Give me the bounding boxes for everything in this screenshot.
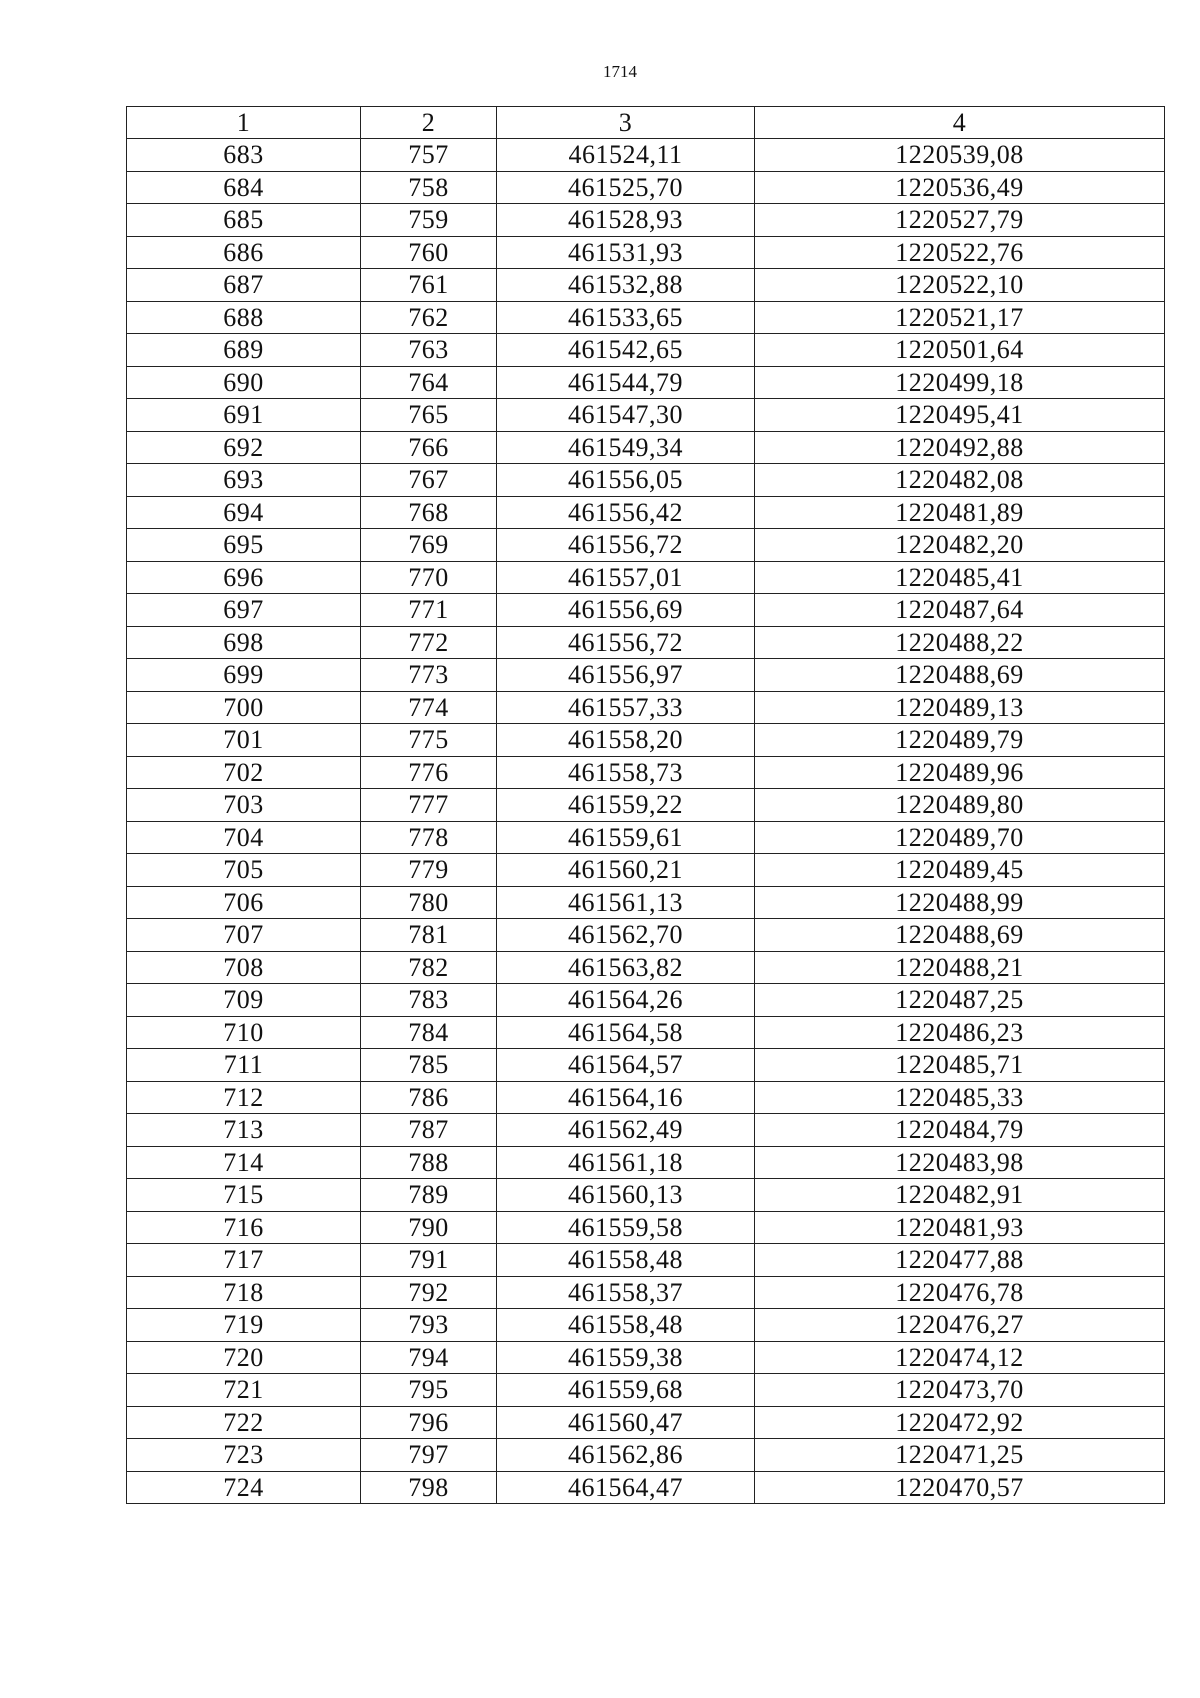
table-cell-col-1: 710 — [127, 1016, 361, 1049]
table-row — [127, 1146, 1165, 1179]
table-cell-col-1: 688 — [127, 301, 361, 334]
table-cell-col-1: 714 — [127, 1146, 361, 1179]
table-cell-col-1: 711 — [127, 1049, 361, 1082]
column-header-4: 4 — [755, 107, 1165, 139]
table-cell-col-1: 724 — [127, 1471, 361, 1504]
table-cell-col-2: 773 — [361, 659, 497, 692]
table-cell-col-2: 797 — [361, 1439, 497, 1472]
table-cell-col-1: 717 — [127, 1244, 361, 1277]
table-cell-col-3: 461528,93 — [497, 204, 755, 237]
table-row — [127, 431, 1165, 464]
table-cell-col-1: 698 — [127, 626, 361, 659]
table-cell-col-4: 1220539,08 — [755, 139, 1165, 172]
table-row — [127, 919, 1165, 952]
table-row — [127, 496, 1165, 529]
table-cell-col-4: 1220495,41 — [755, 399, 1165, 432]
table-cell-col-2: 763 — [361, 334, 497, 367]
table-cell-col-1: 700 — [127, 691, 361, 724]
table-cell-col-1: 715 — [127, 1179, 361, 1212]
table-cell-col-1: 687 — [127, 269, 361, 302]
table-cell-col-3: 461556,42 — [497, 496, 755, 529]
table-cell-col-1: 704 — [127, 821, 361, 854]
table-cell-col-4: 1220476,27 — [755, 1309, 1165, 1342]
table-cell-col-4: 1220488,69 — [755, 919, 1165, 952]
table-cell-col-4: 1220485,41 — [755, 561, 1165, 594]
table-row — [127, 269, 1165, 302]
table-row — [127, 1211, 1165, 1244]
table-cell-col-3: 461556,97 — [497, 659, 755, 692]
table-cell-col-2: 780 — [361, 886, 497, 919]
table-cell-col-2: 793 — [361, 1309, 497, 1342]
table-cell-col-4: 1220489,79 — [755, 724, 1165, 757]
table-cell-col-3: 461557,01 — [497, 561, 755, 594]
table-cell-col-4: 1220488,99 — [755, 886, 1165, 919]
table-cell-col-4: 1220488,21 — [755, 951, 1165, 984]
table-cell-col-2: 765 — [361, 399, 497, 432]
table-cell-col-3: 461524,11 — [497, 139, 755, 172]
table-row — [127, 1244, 1165, 1277]
table-cell-col-2: 785 — [361, 1049, 497, 1082]
table-cell-col-1: 707 — [127, 919, 361, 952]
column-header-3: 3 — [497, 107, 755, 139]
table-cell-col-4: 1220488,22 — [755, 626, 1165, 659]
table-cell-col-1: 692 — [127, 431, 361, 464]
table-cell-col-3: 461525,70 — [497, 171, 755, 204]
table-cell-col-3: 461560,47 — [497, 1406, 755, 1439]
table-cell-col-1: 684 — [127, 171, 361, 204]
table-cell-col-2: 792 — [361, 1276, 497, 1309]
table-cell-col-2: 777 — [361, 789, 497, 822]
table-cell-col-3: 461564,47 — [497, 1471, 755, 1504]
table-cell-col-2: 775 — [361, 724, 497, 757]
table-cell-col-1: 719 — [127, 1309, 361, 1342]
table-cell-col-3: 461560,13 — [497, 1179, 755, 1212]
table-cell-col-2: 771 — [361, 594, 497, 627]
table-cell-col-2: 783 — [361, 984, 497, 1017]
table-row — [127, 886, 1165, 919]
table-row — [127, 334, 1165, 367]
table-cell-col-4: 1220521,17 — [755, 301, 1165, 334]
table-cell-col-1: 716 — [127, 1211, 361, 1244]
table-cell-col-4: 1220473,70 — [755, 1374, 1165, 1407]
table-cell-col-2: 769 — [361, 529, 497, 562]
table-cell-col-2: 774 — [361, 691, 497, 724]
table-row — [127, 1309, 1165, 1342]
table-cell-col-4: 1220536,49 — [755, 171, 1165, 204]
table-row — [127, 1471, 1165, 1504]
table-cell-col-1: 689 — [127, 334, 361, 367]
table-cell-col-2: 790 — [361, 1211, 497, 1244]
table-cell-col-3: 461558,37 — [497, 1276, 755, 1309]
table-cell-col-2: 795 — [361, 1374, 497, 1407]
table-cell-col-1: 720 — [127, 1341, 361, 1374]
table-cell-col-3: 461533,65 — [497, 301, 755, 334]
table-cell-col-4: 1220470,57 — [755, 1471, 1165, 1504]
table-row — [127, 594, 1165, 627]
table-cell-col-2: 764 — [361, 366, 497, 399]
table-cell-col-4: 1220485,33 — [755, 1081, 1165, 1114]
table-row — [127, 1276, 1165, 1309]
table-cell-col-2: 761 — [361, 269, 497, 302]
table-cell-col-2: 758 — [361, 171, 497, 204]
table-cell-col-3: 461531,93 — [497, 236, 755, 269]
table-cell-col-3: 461562,70 — [497, 919, 755, 952]
table-cell-col-1: 708 — [127, 951, 361, 984]
table-cell-col-4: 1220472,92 — [755, 1406, 1165, 1439]
table-cell-col-1: 686 — [127, 236, 361, 269]
table-row — [127, 236, 1165, 269]
table-cell-col-3: 461547,30 — [497, 399, 755, 432]
table-cell-col-2: 762 — [361, 301, 497, 334]
table-cell-col-2: 781 — [361, 919, 497, 952]
table-cell-col-3: 461564,16 — [497, 1081, 755, 1114]
table-cell-col-4: 1220477,88 — [755, 1244, 1165, 1277]
table-cell-col-2: 788 — [361, 1146, 497, 1179]
table-cell-col-3: 461564,26 — [497, 984, 755, 1017]
table-cell-col-4: 1220486,23 — [755, 1016, 1165, 1049]
table-cell-col-4: 1220476,78 — [755, 1276, 1165, 1309]
table-cell-col-4: 1220484,79 — [755, 1114, 1165, 1147]
table-cell-col-3: 461557,33 — [497, 691, 755, 724]
table-cell-col-3: 461556,72 — [497, 626, 755, 659]
table-row — [127, 984, 1165, 1017]
table-row — [127, 301, 1165, 334]
table-cell-col-1: 712 — [127, 1081, 361, 1114]
table-cell-col-2: 791 — [361, 1244, 497, 1277]
table-cell-col-1: 696 — [127, 561, 361, 594]
table-cell-col-1: 722 — [127, 1406, 361, 1439]
table-cell-col-2: 779 — [361, 854, 497, 887]
table-row — [127, 1016, 1165, 1049]
table-row — [127, 724, 1165, 757]
table-cell-col-2: 760 — [361, 236, 497, 269]
table-cell-col-3: 461560,21 — [497, 854, 755, 887]
table-cell-col-1: 703 — [127, 789, 361, 822]
table-cell-col-3: 461562,86 — [497, 1439, 755, 1472]
table-cell-col-4: 1220489,80 — [755, 789, 1165, 822]
table-cell-col-3: 461559,68 — [497, 1374, 755, 1407]
table-row — [127, 1406, 1165, 1439]
table-cell-col-4: 1220487,25 — [755, 984, 1165, 1017]
table-row — [127, 789, 1165, 822]
table-cell-col-3: 461558,48 — [497, 1244, 755, 1277]
table-row — [127, 659, 1165, 692]
table-row — [127, 854, 1165, 887]
table-cell-col-3: 461563,82 — [497, 951, 755, 984]
column-header-2: 2 — [361, 107, 497, 139]
table-header-row — [127, 107, 1165, 139]
table-cell-col-1: 699 — [127, 659, 361, 692]
table-cell-col-4: 1220482,08 — [755, 464, 1165, 497]
table-row — [127, 171, 1165, 204]
table-cell-col-4: 1220489,70 — [755, 821, 1165, 854]
table-cell-col-4: 1220489,45 — [755, 854, 1165, 887]
table-row — [127, 1114, 1165, 1147]
table-cell-col-1: 693 — [127, 464, 361, 497]
table-cell-col-2: 794 — [361, 1341, 497, 1374]
table-cell-col-4: 1220483,98 — [755, 1146, 1165, 1179]
table-cell-col-1: 690 — [127, 366, 361, 399]
table-cell-col-2: 772 — [361, 626, 497, 659]
table-cell-col-1: 709 — [127, 984, 361, 1017]
table-cell-col-3: 461556,69 — [497, 594, 755, 627]
table-cell-col-1: 723 — [127, 1439, 361, 1472]
table-cell-col-1: 697 — [127, 594, 361, 627]
table-cell-col-4: 1220487,64 — [755, 594, 1165, 627]
table-cell-col-4: 1220489,96 — [755, 756, 1165, 789]
table-row — [127, 626, 1165, 659]
table-row — [127, 1341, 1165, 1374]
table-row — [127, 1439, 1165, 1472]
table-row — [127, 1081, 1165, 1114]
table-cell-col-2: 784 — [361, 1016, 497, 1049]
table-cell-col-3: 461559,58 — [497, 1211, 755, 1244]
table-cell-col-4: 1220481,93 — [755, 1211, 1165, 1244]
table-cell-col-1: 685 — [127, 204, 361, 237]
table-row — [127, 1049, 1165, 1082]
coordinates-table — [126, 106, 1165, 1504]
table-cell-col-3: 461544,79 — [497, 366, 755, 399]
table-cell-col-3: 461558,73 — [497, 756, 755, 789]
table-cell-col-1: 695 — [127, 529, 361, 562]
table-cell-col-1: 706 — [127, 886, 361, 919]
page-number: 1714 — [603, 62, 637, 81]
table-cell-col-2: 789 — [361, 1179, 497, 1212]
column-header-1: 1 — [127, 107, 361, 139]
table-cell-col-2: 768 — [361, 496, 497, 529]
table-cell-col-1: 721 — [127, 1374, 361, 1407]
table-row — [127, 399, 1165, 432]
table-cell-col-3: 461562,49 — [497, 1114, 755, 1147]
table-cell-col-4: 1220481,89 — [755, 496, 1165, 529]
table-cell-col-2: 759 — [361, 204, 497, 237]
table-cell-col-3: 461558,20 — [497, 724, 755, 757]
table-cell-col-4: 1220501,64 — [755, 334, 1165, 367]
table-cell-col-1: 694 — [127, 496, 361, 529]
table-cell-col-2: 766 — [361, 431, 497, 464]
table-cell-col-3: 461549,34 — [497, 431, 755, 464]
table-row — [127, 821, 1165, 854]
table-cell-col-3: 461559,61 — [497, 821, 755, 854]
table-row — [127, 204, 1165, 237]
table-row — [127, 561, 1165, 594]
table-cell-col-3: 461559,38 — [497, 1341, 755, 1374]
table-row — [127, 464, 1165, 497]
table-cell-col-3: 461561,18 — [497, 1146, 755, 1179]
table-cell-col-4: 1220489,13 — [755, 691, 1165, 724]
table-row — [127, 366, 1165, 399]
table-cell-col-2: 782 — [361, 951, 497, 984]
table-cell-col-1: 713 — [127, 1114, 361, 1147]
table-cell-col-2: 786 — [361, 1081, 497, 1114]
table-cell-col-2: 787 — [361, 1114, 497, 1147]
table-cell-col-4: 1220499,18 — [755, 366, 1165, 399]
table-cell-col-1: 691 — [127, 399, 361, 432]
table-cell-col-4: 1220474,12 — [755, 1341, 1165, 1374]
table-cell-col-2: 778 — [361, 821, 497, 854]
table-cell-col-3: 461561,13 — [497, 886, 755, 919]
table-body — [127, 139, 1165, 1504]
table-row — [127, 139, 1165, 172]
table-cell-col-4: 1220522,10 — [755, 269, 1165, 302]
table-cell-col-3: 461558,48 — [497, 1309, 755, 1342]
table-cell-col-4: 1220482,91 — [755, 1179, 1165, 1212]
table-row — [127, 1179, 1165, 1212]
table-cell-col-2: 757 — [361, 139, 497, 172]
table-cell-col-2: 798 — [361, 1471, 497, 1504]
table-cell-col-1: 683 — [127, 139, 361, 172]
table-cell-col-4: 1220488,69 — [755, 659, 1165, 692]
table-cell-col-4: 1220492,88 — [755, 431, 1165, 464]
table-cell-col-3: 461556,05 — [497, 464, 755, 497]
table-cell-col-3: 461559,22 — [497, 789, 755, 822]
table-cell-col-4: 1220482,20 — [755, 529, 1165, 562]
table-row — [127, 529, 1165, 562]
table-cell-col-1: 702 — [127, 756, 361, 789]
table-cell-col-3: 461556,72 — [497, 529, 755, 562]
table-cell-col-3: 461542,65 — [497, 334, 755, 367]
table-cell-col-3: 461532,88 — [497, 269, 755, 302]
table-cell-col-2: 770 — [361, 561, 497, 594]
table-cell-col-1: 705 — [127, 854, 361, 887]
table-row — [127, 951, 1165, 984]
table-row — [127, 756, 1165, 789]
table-row — [127, 691, 1165, 724]
table-cell-col-4: 1220527,79 — [755, 204, 1165, 237]
table-cell-col-3: 461564,58 — [497, 1016, 755, 1049]
table-cell-col-4: 1220485,71 — [755, 1049, 1165, 1082]
table-cell-col-1: 701 — [127, 724, 361, 757]
table-cell-col-4: 1220522,76 — [755, 236, 1165, 269]
table-cell-col-2: 796 — [361, 1406, 497, 1439]
table-cell-col-4: 1220471,25 — [755, 1439, 1165, 1472]
table-cell-col-1: 718 — [127, 1276, 361, 1309]
table-cell-col-2: 776 — [361, 756, 497, 789]
table-cell-col-3: 461564,57 — [497, 1049, 755, 1082]
table-row — [127, 1374, 1165, 1407]
table-cell-col-2: 767 — [361, 464, 497, 497]
